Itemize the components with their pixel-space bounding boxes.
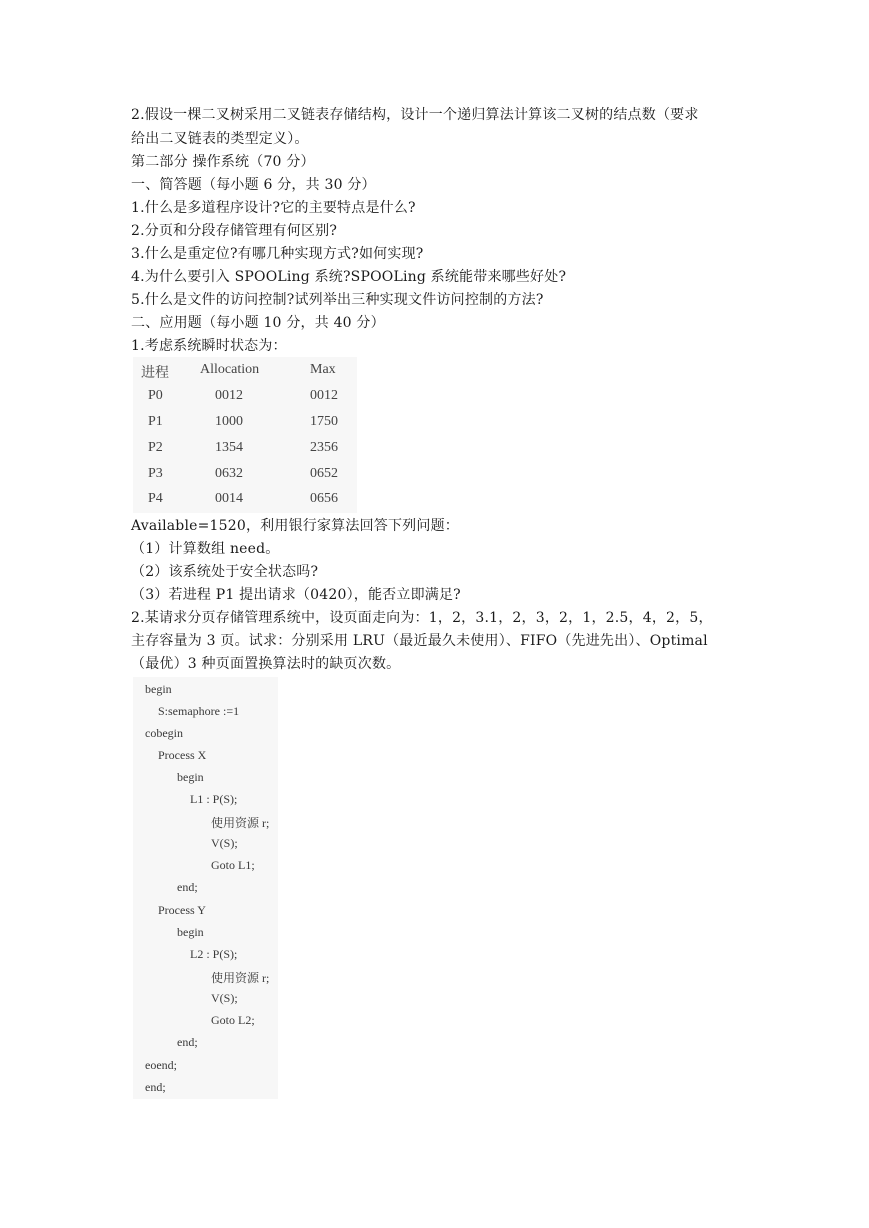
app-question-1: 1.考虑系统瞬时状态为： <box>131 338 287 354</box>
row-process: P3 <box>148 466 163 481</box>
question-2-line-2: 给出二叉链表的类型定义）。 <box>131 131 309 147</box>
available-line: Available=1520，利用银行家算法回答下列问题： <box>131 518 459 534</box>
code-line: end; <box>145 1080 166 1094</box>
code-line: V(S); <box>211 836 238 850</box>
code-line: end; <box>177 880 198 894</box>
row-process: P2 <box>148 440 163 455</box>
short-question-4: 4.为什么要引入 SPOOLing 系统?SPOOLing 系统能带来哪些好处? <box>131 269 567 285</box>
row-max: 0656 <box>310 491 338 506</box>
row-process: P0 <box>148 388 163 403</box>
code-line: begin <box>177 925 204 939</box>
process-table <box>133 357 357 513</box>
code-line: L2 : P(S); <box>190 947 238 961</box>
row-allocation: 1000 <box>215 414 243 429</box>
table-row <box>133 440 357 462</box>
header-max: Max <box>310 362 336 377</box>
short-question-1: 1.什么是多道程序设计?它的主要特点是什么? <box>131 200 416 216</box>
code-line: begin <box>145 682 172 696</box>
row-process: P4 <box>148 491 163 506</box>
code-line: V(S); <box>211 991 238 1005</box>
row-allocation: 0632 <box>215 466 243 481</box>
header-allocation: Allocation <box>200 362 260 377</box>
table-row <box>133 414 357 436</box>
app-question-2-line-1: 2.某请求分页存储管理系统中，设页面走向为：1，2，3.1，2，3，2，1，2.5，4，2，5， <box>131 610 713 626</box>
row-allocation: 1354 <box>215 440 243 455</box>
code-line: Process X <box>158 748 207 762</box>
code-line: eoend; <box>145 1058 177 1072</box>
app-question-2-line-3: （最优）3 种页面置换算法时的缺页次数。 <box>131 656 401 672</box>
row-max: 0652 <box>310 466 338 481</box>
short-question-5: 5.什么是文件的访问控制?试列举出三种实现文件访问控制的方法? <box>131 292 544 308</box>
code-line: Goto L1; <box>211 858 255 872</box>
code-line: end; <box>177 1035 198 1049</box>
row-process: P1 <box>148 414 163 429</box>
row-allocation: 0012 <box>215 388 243 403</box>
part-2-heading: 第二部分 操作系统（70 分） <box>131 154 315 170</box>
row-max: 0012 <box>310 388 338 403</box>
table-row <box>133 466 357 488</box>
row-max: 1750 <box>310 414 338 429</box>
table-row <box>133 388 357 410</box>
table-row <box>133 491 357 513</box>
section-1-heading: 一、简答题（每小题 6 分，共 30 分） <box>131 177 376 193</box>
table-header-row <box>133 362 357 384</box>
sub-question-3: （3）若进程 P1 提出请求（0420），能否立即满足? <box>131 587 461 603</box>
code-line: begin <box>177 770 204 784</box>
code-line: 使用资源 r; <box>211 816 270 830</box>
short-question-2: 2.分页和分段存储管理有何区别? <box>131 223 338 239</box>
question-2-line-1: 2.假设一棵二叉树采用二叉链表存储结构，设计一个递归算法计算该二叉树的结点数（要求 <box>131 107 699 123</box>
row-max: 2356 <box>310 440 338 455</box>
short-question-3: 3.什么是重定位?有哪几种实现方式?如何实现? <box>131 246 424 262</box>
section-2-heading: 二、应用题（每小题 10 分，共 40 分） <box>131 315 385 331</box>
code-line: Process Y <box>158 903 206 917</box>
app-question-2-line-2: 主存容量为 3 页。试求：分别采用 LRU（最近最久未使用）、FIFO（先进先出）、Optimal <box>131 633 708 649</box>
code-line: 使用资源 r; <box>211 971 270 985</box>
semaphore-code-block <box>133 677 278 1099</box>
code-line: Goto L2; <box>211 1013 255 1027</box>
header-process: 进程 <box>141 366 169 381</box>
sub-question-1: （1）计算数组 need。 <box>131 541 280 557</box>
code-line: S:semaphore :=1 <box>158 704 240 718</box>
row-allocation: 0014 <box>215 491 243 506</box>
code-line: cobegin <box>145 726 183 740</box>
sub-question-2: （2）该系统处于安全状态吗? <box>131 564 319 580</box>
code-line: L1 : P(S); <box>190 792 238 806</box>
